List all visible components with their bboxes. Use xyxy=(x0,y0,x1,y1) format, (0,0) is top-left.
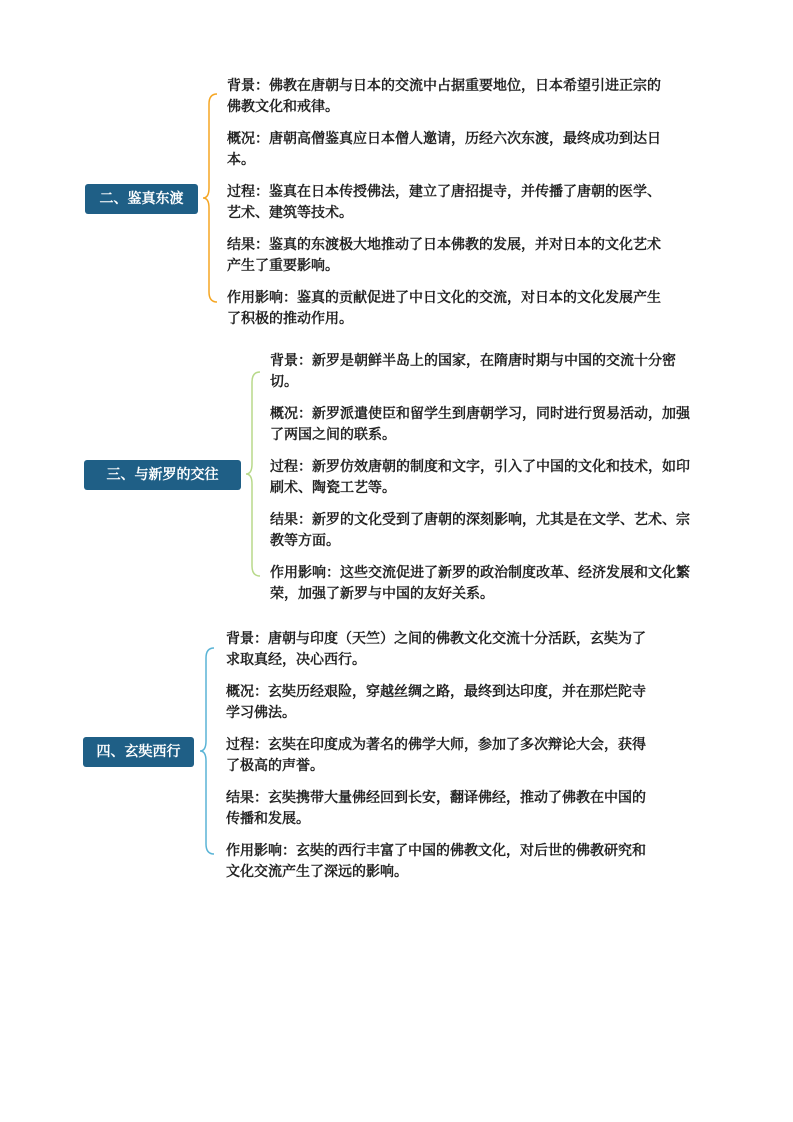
blue-curly-bracket xyxy=(200,646,214,856)
branch-item-process: 过程：新罗仿效唐朝的制度和文字，引入了中国的文化和技术，如印刷术、陶瓷工艺等。 xyxy=(270,459,690,496)
branch-items xyxy=(270,351,694,616)
branch-item-result: 结果：新罗的文化受到了唐朝的深刻影响，尤其是在文学、艺术、宗教等方面。 xyxy=(270,512,690,549)
branch-item-result: 结果：鉴真的东渡极大地推动了日本佛教的发展，并对日本的文化艺术产生了重要影响。 xyxy=(227,237,661,274)
branch-item-impact: 作用影响：玄奘的西行丰富了中国的佛教文化，对后世的佛教研究和文化交流产生了深远的影响。 xyxy=(226,843,646,880)
branch-item-process: 过程：鉴真在日本传授佛法，建立了唐招提寺，并传播了唐朝的医学、艺术、建筑等技术。 xyxy=(227,184,661,221)
branch-item-impact: 作用影响：这些交流促进了新罗的政治制度改革、经济发展和文化繁荣，加强了新罗与中国的友好关系。 xyxy=(270,565,690,602)
branch-items xyxy=(227,76,663,341)
orange-curly-bracket xyxy=(203,92,217,304)
section-title-node[interactable]: 四、玄奘西行 xyxy=(83,737,194,767)
branch-item-background: 背景：新罗是朝鲜半岛上的国家，在隋唐时期与中国的交流十分密切。 xyxy=(270,353,676,390)
section-title-node[interactable]: 三、与新罗的交往 xyxy=(84,460,241,490)
green-curly-bracket xyxy=(246,370,260,578)
branch-item-background: 背景：唐朝与印度（天竺）之间的佛教文化交流十分活跃，玄奘为了求取真经，决心西行。 xyxy=(226,631,646,668)
branch-item-impact: 作用影响：鉴真的贡献促进了中日文化的交流，对日本的文化发展产生了积极的推动作用。 xyxy=(227,290,661,327)
branch-item-overview: 概况：玄奘历经艰险，穿越丝绸之路，最终到达印度，并在那烂陀寺学习佛法。 xyxy=(226,684,646,721)
branch-item-overview: 概况：新罗派遣使臣和留学生到唐朝学习，同时进行贸易活动，加强了两国之间的联系。 xyxy=(270,406,690,443)
branch-item-background: 背景：佛教在唐朝与日本的交流中占据重要地位，日本希望引进正宗的佛教文化和戒律。 xyxy=(227,78,661,115)
section-title-node[interactable]: 二、鉴真东渡 xyxy=(85,184,198,214)
branch-item-overview: 概况：唐朝高僧鉴真应日本僧人邀请，历经六次东渡，最终成功到达日本。 xyxy=(227,131,661,168)
branch-item-process: 过程：玄奘在印度成为著名的佛学大师，参加了多次辩论大会，获得了极高的声誉。 xyxy=(226,737,646,774)
branch-item-result: 结果：玄奘携带大量佛经回到长安，翻译佛经，推动了佛教在中国的传播和发展。 xyxy=(226,790,646,827)
branch-items xyxy=(226,629,652,894)
